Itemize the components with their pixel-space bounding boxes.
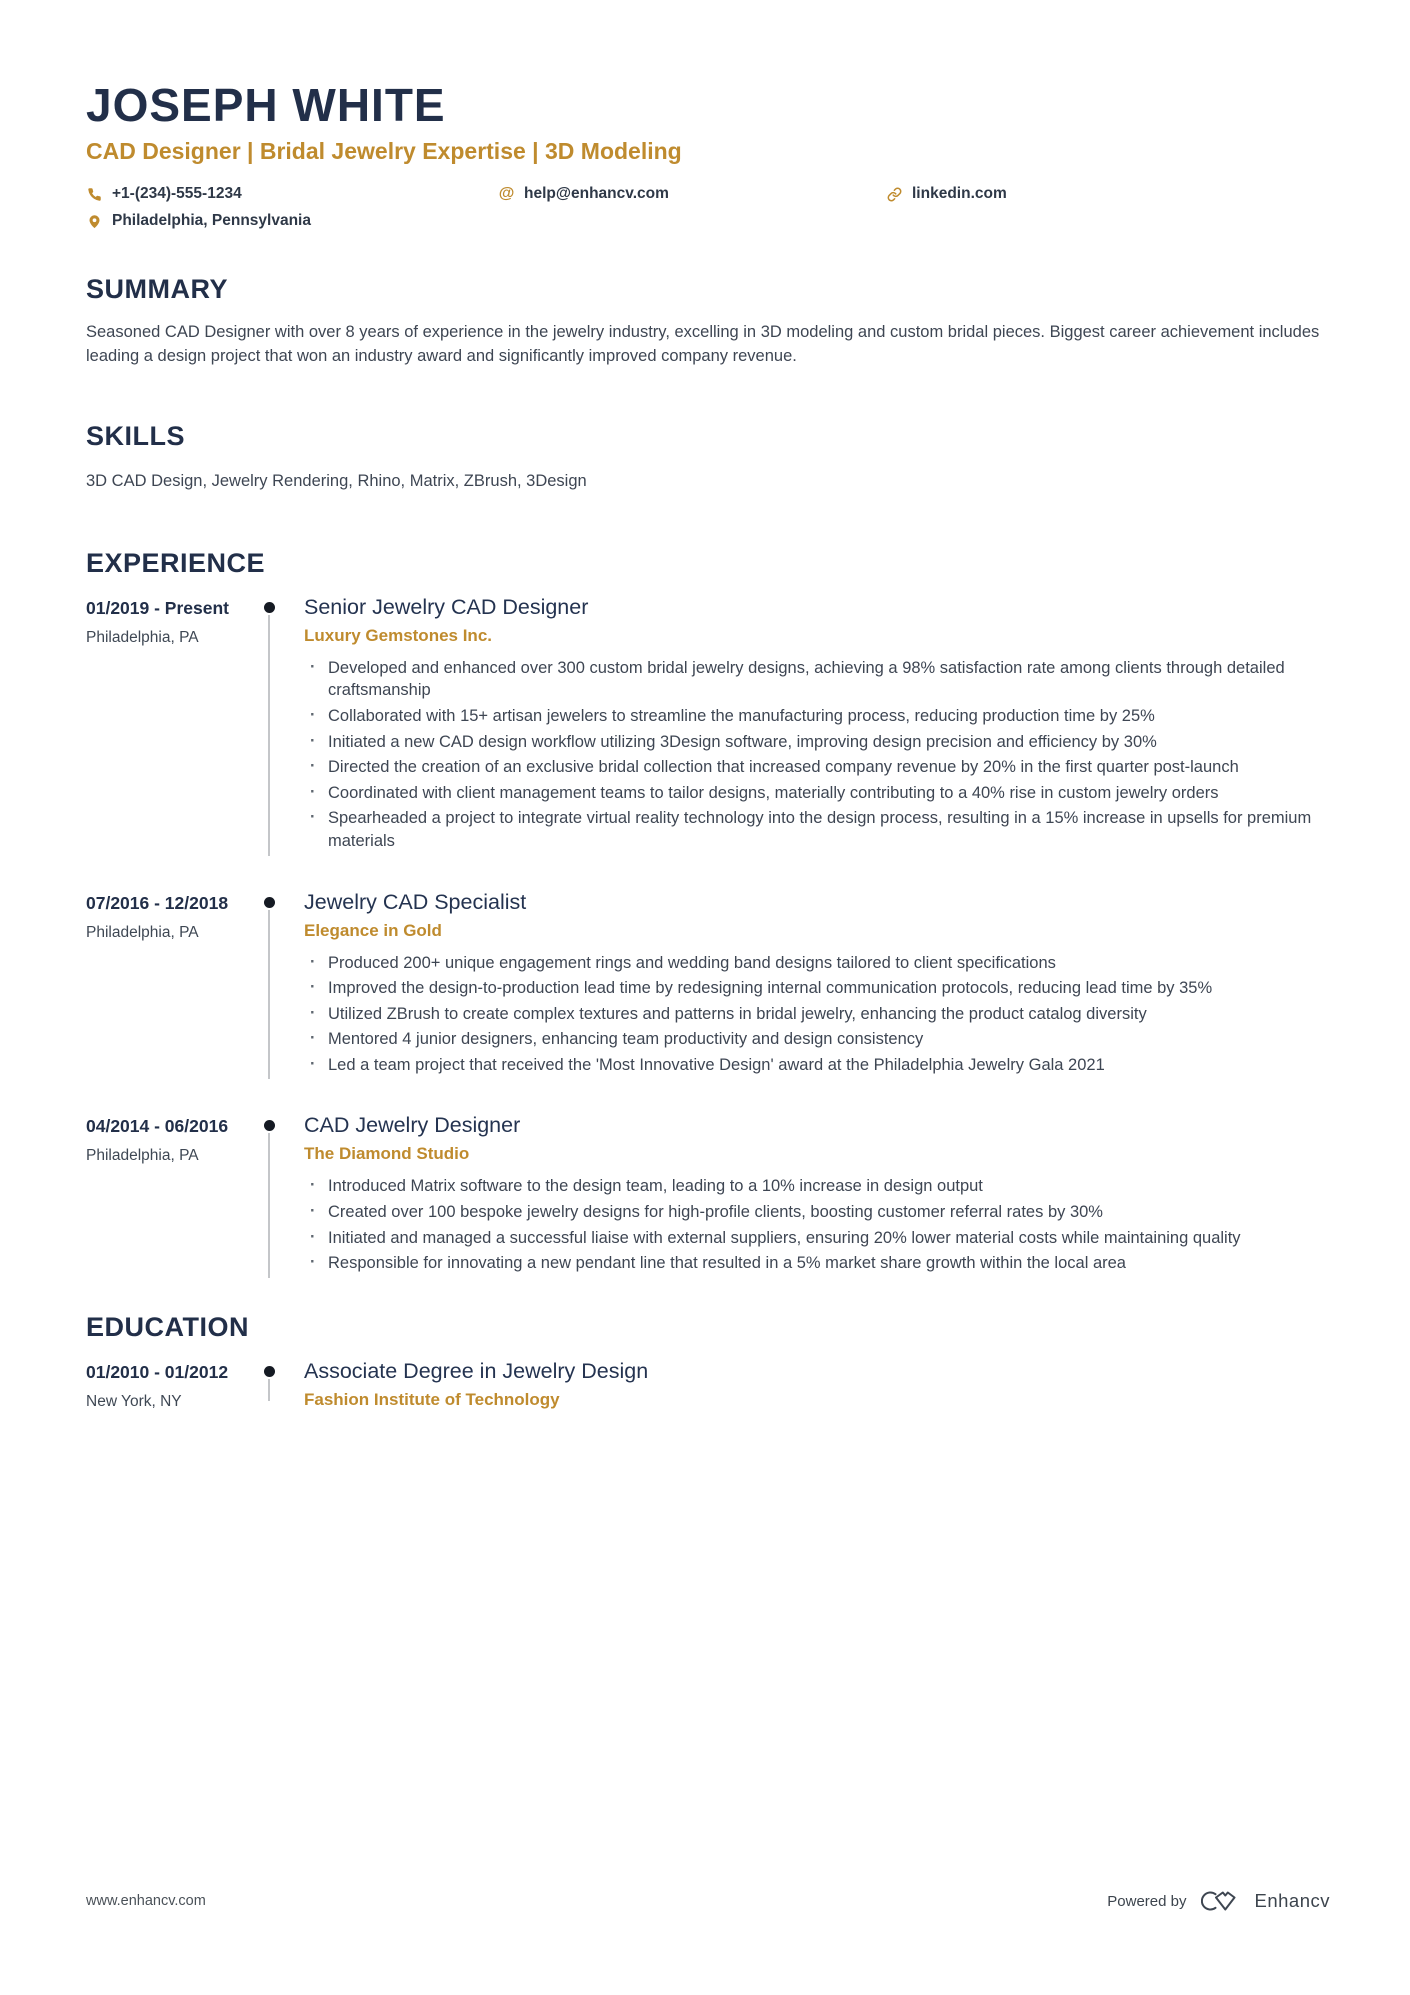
summary-section bbox=[86, 274, 1330, 369]
company-name: Elegance in Gold bbox=[304, 920, 442, 940]
experience-entry bbox=[86, 1113, 1330, 1277]
entry-location: Philadelphia, PA bbox=[86, 628, 199, 646]
enhancv-logo-icon bbox=[1201, 1889, 1241, 1913]
bullet-item: · Introduced Matrix software to the design team, leading to a 10% increase in design output bbox=[304, 1175, 1328, 1198]
website-link[interactable]: www.enhancv.com bbox=[86, 1893, 206, 1909]
summary-heading: SUMMARY bbox=[86, 274, 228, 304]
phone-number: +1-(234)-555-1234 bbox=[112, 185, 242, 202]
entry-meta bbox=[86, 1113, 256, 1277]
entry-body bbox=[282, 890, 1330, 1080]
bullet-item: · Directed the creation of an exclusive bridal collection that increased company revenue by 20% in the first quarter post-launch bbox=[304, 756, 1328, 779]
bullet-item: · Mentored 4 junior designers, enhancing team productivity and design consistency bbox=[304, 1028, 1328, 1051]
candidate-headline: CAD Designer | Bridal Jewelry Expertise | 3D Modeling bbox=[86, 138, 682, 164]
link-icon bbox=[886, 186, 903, 203]
experience-heading: EXPERIENCE bbox=[86, 547, 266, 578]
bullet-item: · Utilized ZBrush to create complex textures and patterns in bridal jewelry, enhancing the product catalog diversity bbox=[304, 1003, 1328, 1026]
entry-meta bbox=[86, 890, 256, 1080]
skills-section bbox=[86, 421, 1330, 494]
entry-meta bbox=[86, 595, 256, 856]
linkedin-url[interactable]: linkedin.com bbox=[912, 185, 1007, 202]
timeline bbox=[256, 890, 282, 1080]
entry-location: Philadelphia, PA bbox=[86, 1147, 199, 1165]
entry-dates: 04/2014 - 06/2016 bbox=[86, 1116, 229, 1137]
phone-icon bbox=[86, 186, 103, 203]
entry-dates: 01/2019 - Present bbox=[86, 597, 230, 618]
experience-section bbox=[86, 548, 1330, 1278]
entry-body bbox=[282, 595, 1330, 856]
candidate-name: JOSEPH WHITE bbox=[86, 79, 446, 131]
contact-row bbox=[86, 185, 1330, 230]
contact-phone bbox=[86, 185, 498, 203]
entry-dates: 01/2010 - 01/2012 bbox=[86, 1361, 229, 1382]
timeline-dot bbox=[264, 1366, 275, 1377]
bullet-list bbox=[304, 952, 1328, 1077]
email-address[interactable]: help@enhancv.com bbox=[524, 185, 669, 202]
skills-text: 3D CAD Design, Jewelry Rendering, Rhino, Matrix, ZBrush, 3Design bbox=[86, 471, 587, 490]
brand-name: Enhancv bbox=[1254, 1890, 1330, 1911]
company-name: The Diamond Studio bbox=[304, 1144, 470, 1164]
timeline-dot bbox=[264, 1120, 275, 1131]
bullet-item: · Developed and enhanced over 300 custom bridal jewelry designs, achieving a 98% satisfaction rate among clients through detailed craftsmanship bbox=[304, 657, 1328, 702]
entry-body bbox=[282, 1359, 1330, 1421]
school-name: Fashion Institute of Technology bbox=[304, 1389, 560, 1409]
education-entry bbox=[86, 1359, 1330, 1421]
contact-linkedin[interactable] bbox=[886, 185, 1330, 203]
timeline-dot bbox=[264, 897, 275, 908]
degree-title: Associate Degree in Jewelry Design bbox=[304, 1358, 649, 1383]
timeline-dot bbox=[264, 602, 275, 613]
bullet-item: · Led a team project that received the 'Most Innovative Design' award at the Philadelphia Jewelry Gala 2021 bbox=[304, 1054, 1328, 1077]
contact-location bbox=[86, 212, 498, 230]
at-icon: @ bbox=[498, 185, 515, 202]
entry-location: Philadelphia, PA bbox=[86, 923, 199, 941]
experience-entry bbox=[86, 595, 1330, 856]
bullet-item: · Responsible for innovating a new pendant line that resulted in a 5% market share growth within the local area bbox=[304, 1252, 1328, 1275]
resume-header bbox=[86, 78, 1330, 230]
company-name: Luxury Gemstones Inc. bbox=[304, 625, 492, 645]
entry-location: New York, NY bbox=[86, 1392, 182, 1410]
contact-email[interactable] bbox=[498, 185, 886, 203]
timeline bbox=[256, 1113, 282, 1277]
bullet-item: · Created over 100 bespoke jewelry designs for high-profile clients, boosting customer referral rates by 30% bbox=[304, 1201, 1328, 1224]
bullet-item: · Spearheaded a project to integrate virtual reality technology into the design process, resulting in a 15% increase in upsells for premium materials bbox=[304, 807, 1328, 852]
job-title: Senior Jewelry CAD Designer bbox=[304, 594, 589, 619]
summary-text: Seasoned CAD Designer with over 8 years of experience in the jewelry industry, excelling in 3D modeling and custom bridal pieces. Biggest career achievement includes leading a design project that won an industry award and significantly improved company revenue. bbox=[86, 323, 1320, 365]
bullet-item: · Improved the design-to-production lead time by redesigning internal communication protocols, reducing lead time by 35% bbox=[304, 977, 1328, 1000]
timeline-line bbox=[268, 1133, 270, 1277]
experience-entry bbox=[86, 890, 1330, 1080]
timeline-line bbox=[268, 615, 270, 856]
entry-dates: 07/2016 - 12/2018 bbox=[86, 892, 229, 913]
entry-body bbox=[282, 1113, 1330, 1277]
powered-by-link[interactable] bbox=[1107, 1889, 1330, 1913]
timeline bbox=[256, 1359, 282, 1421]
education-section bbox=[86, 1312, 1330, 1421]
powered-by-label: Powered by bbox=[1107, 1892, 1187, 1910]
bullet-item: · Collaborated with 15+ artisan jewelers to streamline the manufacturing process, reducing production time by 25% bbox=[304, 705, 1328, 728]
skills-heading: SKILLS bbox=[86, 420, 186, 451]
job-title: Jewelry CAD Specialist bbox=[304, 889, 527, 914]
location-icon bbox=[86, 213, 103, 230]
bullet-list bbox=[304, 1175, 1328, 1274]
timeline bbox=[256, 595, 282, 856]
bullet-list bbox=[304, 657, 1328, 853]
bullet-item: · Initiated a new CAD design workflow utilizing 3Design software, improving design precision and efficiency by 30% bbox=[304, 731, 1328, 754]
page-footer bbox=[86, 1889, 1330, 1913]
bullet-item: · Coordinated with client management teams to tailor designs, materially contributing to a 40% rise in custom jewelry orders bbox=[304, 782, 1328, 805]
timeline-line bbox=[268, 910, 270, 1080]
timeline-line bbox=[268, 1379, 270, 1401]
entry-meta bbox=[86, 1359, 256, 1421]
bullet-item: · Initiated and managed a successful liaise with external suppliers, ensuring 20% lower material costs while maintaining quality bbox=[304, 1227, 1328, 1250]
location-text: Philadelphia, Pennsylvania bbox=[112, 212, 311, 229]
bullet-item: · Produced 200+ unique engagement rings and wedding band designs tailored to client specifications bbox=[304, 952, 1328, 975]
job-title: CAD Jewelry Designer bbox=[304, 1113, 521, 1138]
education-heading: EDUCATION bbox=[86, 1311, 249, 1342]
